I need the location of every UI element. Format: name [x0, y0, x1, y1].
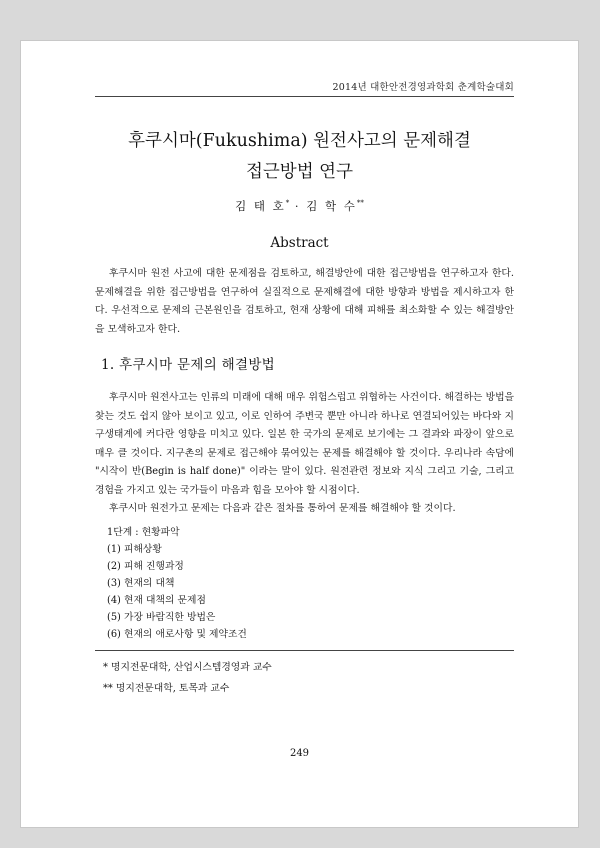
- author-1: 김 태 호: [235, 199, 286, 213]
- title-line-2: 접근방법 연구: [246, 162, 353, 182]
- header-rule: [95, 96, 514, 97]
- author-separator: ·: [294, 199, 301, 213]
- abstract-heading: Abstract: [270, 235, 329, 251]
- procedure-step: (2) 피해 진행과정: [107, 561, 184, 572]
- procedure-step: 1단계 : 현황파악: [107, 527, 180, 538]
- section-heading: 1. 후쿠시마 문제의 해결방법: [101, 357, 276, 373]
- abstract-body: 후쿠시마 원전 사고에 대한 문제점을 검토하고, 해결방안에 대한 접근방법을 연구하고자 한다. 문제해결을 위한 접근방법을 연구하여 실질적으로 문제해결에 대한 방향과 방법을 제시하고자 한다. 우선적으로 문제의 근본원인을 검토하고, 현재 상황에 대해 피해를 최소화할 수 있는 해결방안을 모색하고자 한다.: [95, 268, 514, 335]
- author-2: 김 학 수: [306, 199, 357, 213]
- procedure-step: (6) 현재의 애로사항 및 제약조건: [107, 629, 247, 640]
- paper-title: [21, 126, 578, 188]
- running-head: 2014년 대한안전경영과학회 춘계학술대회: [332, 82, 514, 93]
- author-1-mark: *: [285, 199, 290, 208]
- footnote: ** 명지전문대학, 토목과 교수: [103, 683, 230, 694]
- procedure-step: (1) 피해상황: [107, 544, 162, 555]
- title-line-1: 후쿠시마(Fukushima) 원전사고의 문제해결: [128, 131, 471, 151]
- procedure-step: (3) 현재의 대책: [107, 578, 175, 589]
- author-2-mark: **: [356, 199, 364, 208]
- footnote-rule: [95, 650, 514, 651]
- procedure-step: (5) 가장 바람직한 방법은: [107, 612, 216, 623]
- procedure-list: [107, 524, 247, 643]
- section-body: [95, 389, 514, 519]
- page-number: 249: [289, 748, 310, 759]
- author-line: [21, 198, 578, 214]
- body-paragraph: 후쿠시마 원전가고 문제는 다음과 같은 절차를 통하여 문제를 해결해야 할 것이다.: [109, 503, 456, 514]
- body-paragraph: 후쿠시마 원전사고는 인류의 미래에 대해 매우 위험스럽고 위협하는 사건이다. 해결하는 방법을 찾는 것도 쉽지 않아 보이고 있고, 이로 인하여 주변국 뿐만 아니라 하나로 연결되어있는 바다와 지구생태계에 커다란 영향을 미치고 있다. 일본 한 국가의 문제로 보기에는 그 결과와 파장이 앞으로 매우 클 것이다. 지구촌의 문제로 접근해야 묶여있는 문제를 해결해야 할 것이다. 우리나라 속담에 "시작이 반(Begin is half done)" 이라는 말이 있다. 원전관련 정보와 지식 그리고 기술, 그리고 경험을 가지고 있는 국가들이 마음과 힘을 모아야 할 시점이다.: [95, 392, 514, 496]
- footnotes: [103, 657, 272, 699]
- footnote: * 명지전문대학, 산업시스템경영과 교수: [103, 662, 272, 673]
- procedure-step: (4) 현재 대책의 문제점: [107, 595, 206, 606]
- paper-page: [20, 40, 579, 828]
